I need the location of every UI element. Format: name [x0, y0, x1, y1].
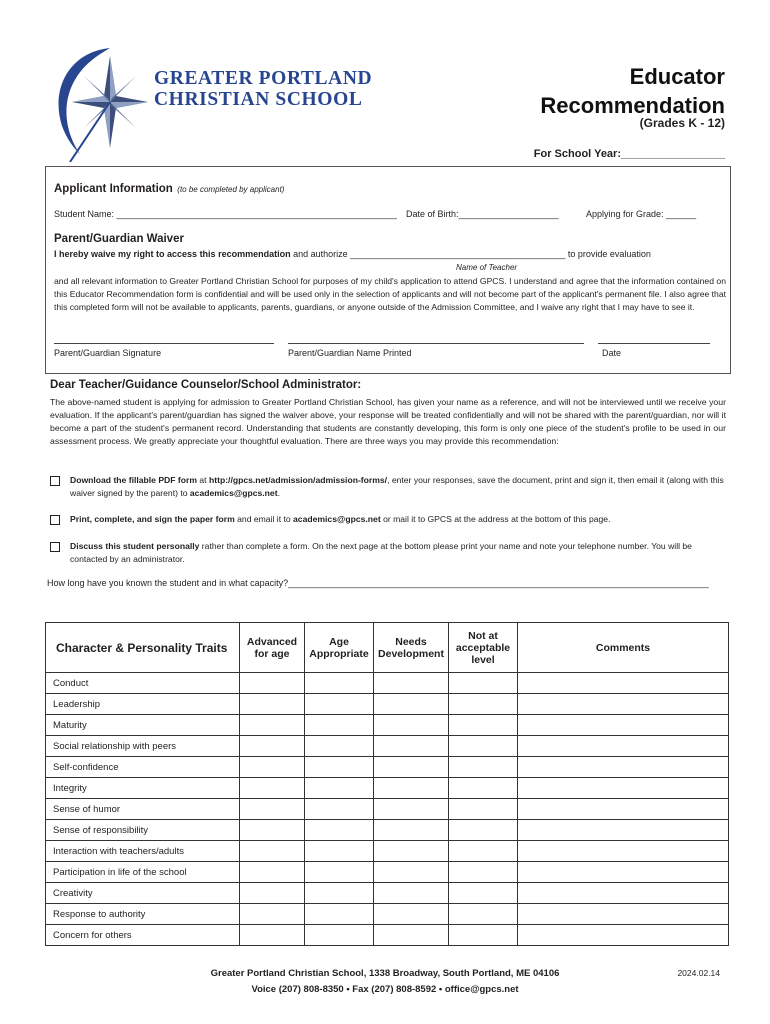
dob-field[interactable]: Date of Birth:____________________ — [406, 209, 559, 219]
option-2-text — [70, 513, 724, 526]
salutation: Dear Teacher/Guidance Counselor/School Administrator: — [50, 379, 362, 391]
rating-cell[interactable] — [240, 904, 305, 925]
rating-cell[interactable] — [305, 904, 374, 925]
comment-cell[interactable] — [518, 757, 729, 778]
academics-email-link-2[interactable]: academics@gpcs.net — [293, 514, 381, 524]
rating-cell[interactable] — [305, 694, 374, 715]
table-row — [46, 757, 729, 778]
rating-cell[interactable] — [374, 799, 449, 820]
date-line[interactable] — [598, 343, 710, 344]
rating-cell[interactable] — [449, 925, 518, 946]
rating-cell[interactable] — [240, 673, 305, 694]
rating-cell[interactable] — [240, 925, 305, 946]
comment-cell[interactable] — [518, 715, 729, 736]
option-3-t1: rather than complete a form. On the next page at the bottom please print your name and note your telephone number. You will be contacted by an administrator. — [70, 541, 692, 564]
download-link[interactable]: http://gpcs.net/admission/admission-forms/ — [208, 475, 388, 485]
name-printed-label: Parent/Guardian Name Printed — [288, 348, 412, 358]
rating-cell[interactable] — [240, 883, 305, 904]
rating-cell[interactable] — [449, 862, 518, 883]
waiver-authorize-rest: and authorize ___________________________________________ to provide evaluation — [290, 249, 651, 259]
waiver-heading: Parent/Guardian Waiver — [54, 233, 184, 245]
comment-cell[interactable] — [518, 883, 729, 904]
option-1-checkbox[interactable] — [50, 476, 60, 486]
rating-cell[interactable] — [374, 757, 449, 778]
trait-label: Response to authority — [46, 904, 240, 925]
waiver-bold-text: I hereby waive my right to access this recommendation — [54, 249, 291, 259]
rating-cell[interactable] — [449, 820, 518, 841]
rating-cell[interactable] — [240, 736, 305, 757]
option-2-t2: or mail it to GPCS at the address at the bottom of this page. — [380, 514, 611, 524]
signature-label: Parent/Guardian Signature — [54, 348, 162, 358]
comment-cell[interactable] — [518, 820, 729, 841]
comment-cell[interactable] — [518, 736, 729, 757]
school-year-field[interactable]: For School Year:_________________ — [533, 148, 725, 160]
rating-cell[interactable] — [240, 694, 305, 715]
waiver-body: and all relevant information to Greater Portland Christian School for purposes of my child's application to attend GPCS. I understand and agree that the information contained on this Educator Recommendation form is confidential and will be used only in the selection of applicants and will not become part of the applicant's permanent file. I also agree that this completed form will not be available to applicants, parents, guardians, or anyone outside of the Admission Committee, and I waive any right that I may have to see it. — [54, 276, 726, 312]
trait-label: Leadership — [46, 694, 240, 715]
footer-contact: Voice (207) 808-8350 • Fax (207) 808-8592 • office@gpcs.net — [251, 984, 519, 995]
rating-cell[interactable] — [240, 715, 305, 736]
rating-cell[interactable] — [240, 799, 305, 820]
table-row — [46, 694, 729, 715]
comment-cell[interactable] — [518, 862, 729, 883]
trait-label: Maturity — [46, 715, 240, 736]
option-3-checkbox[interactable] — [50, 542, 60, 552]
rating-cell[interactable] — [305, 820, 374, 841]
rating-cell[interactable] — [240, 820, 305, 841]
rating-cell[interactable] — [449, 778, 518, 799]
rating-cell[interactable] — [449, 757, 518, 778]
trait-label: Sense of humor — [46, 799, 240, 820]
table-row — [46, 736, 729, 757]
table-row — [46, 904, 729, 925]
header-age-appropriate: Age Appropriate — [305, 623, 374, 673]
trait-label: Creativity — [46, 883, 240, 904]
comment-cell[interactable] — [518, 694, 729, 715]
table-row — [46, 841, 729, 862]
rating-cell[interactable] — [374, 925, 449, 946]
option-3-bold: Discuss this student personally — [70, 541, 200, 551]
table-row — [46, 673, 729, 694]
option-1-text — [70, 474, 724, 500]
rating-cell[interactable] — [374, 820, 449, 841]
comment-cell[interactable] — [518, 925, 729, 946]
rating-cell[interactable] — [240, 841, 305, 862]
header-not-acceptable: Not at acceptable level — [449, 623, 518, 673]
rating-cell[interactable] — [374, 715, 449, 736]
comment-cell[interactable] — [518, 904, 729, 925]
trait-label: Concern for others — [46, 925, 240, 946]
table-header-row — [46, 623, 729, 673]
footer-address: Greater Portland Christian School, 1338 Broadway, South Portland, ME 04106 — [210, 968, 560, 979]
rating-cell[interactable] — [240, 862, 305, 883]
table-row — [46, 925, 729, 946]
option-1-bold: Download the fillable PDF form — [70, 475, 198, 485]
header-needs-development: Needs Development — [374, 623, 449, 673]
applicant-heading: Applicant Information — [54, 183, 173, 195]
traits-table — [45, 622, 729, 946]
trait-label: Sense of responsibility — [46, 820, 240, 841]
option-3-text — [70, 540, 724, 566]
compass-star-logo — [40, 38, 150, 162]
trait-label: Social relationship with peers — [46, 736, 240, 757]
rating-cell[interactable] — [305, 883, 374, 904]
rating-cell[interactable] — [449, 841, 518, 862]
comment-cell[interactable] — [518, 778, 729, 799]
rating-cell[interactable] — [305, 715, 374, 736]
applicant-note: (to be completed by applicant) — [177, 185, 285, 194]
waiver-authorize-line[interactable] — [54, 249, 726, 259]
comment-cell[interactable] — [518, 673, 729, 694]
applicant-waiver-box — [45, 166, 731, 374]
header-comments: Comments — [518, 623, 729, 673]
rating-cell[interactable] — [305, 778, 374, 799]
rating-cell[interactable] — [449, 904, 518, 925]
rating-cell[interactable] — [449, 715, 518, 736]
comment-cell[interactable] — [518, 841, 729, 862]
header-advanced: Advanced for age — [240, 623, 305, 673]
footer — [0, 966, 770, 998]
option-2-bold: Print, complete, and sign the paper form — [70, 514, 235, 524]
table-row — [46, 883, 729, 904]
letter-body: The above-named student is applying for admission to Greater Portland Christian School, has given your name as a reference, and will not be interviewed until we receive your evaluation. If the applicant's parent/guardian has signed the waiver above, your response will be treated confidentially and will not be shared with the parent/guardian, nor will it become a part of the student's permanent record. Understanding that students are constantly developing, this form is only one piece of the student's profile to be used in our assessment process. We greatly appreciate your thoughtful evaluation. There are three ways you may provide this recommendation: — [50, 397, 726, 446]
name-printed-line[interactable] — [288, 343, 584, 344]
grade-field[interactable]: Applying for Grade: ______ — [586, 209, 697, 219]
rating-cell[interactable] — [305, 757, 374, 778]
table-row — [46, 778, 729, 799]
option-2-checkbox[interactable] — [50, 515, 60, 525]
rating-cell[interactable] — [374, 841, 449, 862]
comment-cell[interactable] — [518, 799, 729, 820]
date-label: Date — [602, 348, 622, 358]
rating-cell[interactable] — [305, 841, 374, 862]
logo-line-2: CHRISTIAN SCHOOL — [154, 89, 363, 110]
rating-cell[interactable] — [240, 757, 305, 778]
rating-cell[interactable] — [305, 925, 374, 946]
form-title — [540, 62, 725, 120]
name-of-teacher-caption: Name of Teacher — [456, 263, 518, 272]
rating-cell[interactable] — [449, 799, 518, 820]
signature-line[interactable] — [54, 343, 274, 344]
trait-label: Integrity — [46, 778, 240, 799]
trait-label: Self-confidence — [46, 757, 240, 778]
rating-cell[interactable] — [305, 799, 374, 820]
table-row — [46, 820, 729, 841]
option-2-t1: and email it to — [234, 514, 294, 524]
rating-cell[interactable] — [374, 736, 449, 757]
rating-cell[interactable] — [374, 883, 449, 904]
option-1-t2: , enter your responses, save the document, print and sign it, then email it (along with this waiver signed by the parent) to — [70, 475, 724, 498]
school-logo-name — [154, 68, 372, 110]
rating-cell[interactable] — [449, 673, 518, 694]
title-line-2: Recommendation — [540, 93, 725, 118]
rating-cell[interactable] — [374, 778, 449, 799]
option-1-t3: . — [277, 488, 280, 498]
rating-cell[interactable] — [374, 694, 449, 715]
rating-cell[interactable] — [374, 862, 449, 883]
trait-label: Participation in life of the school — [46, 862, 240, 883]
student-name-field[interactable]: Student Name: ________________________________________________________ — [54, 209, 397, 219]
rating-cell[interactable] — [449, 883, 518, 904]
trait-label: Conduct — [46, 673, 240, 694]
academics-email-link[interactable]: academics@gpcs.net — [189, 488, 278, 498]
logo-line-1: GREATER PORTLAND — [154, 68, 373, 89]
rating-cell[interactable] — [305, 862, 374, 883]
rating-cell[interactable] — [240, 778, 305, 799]
how-long-field[interactable]: How long have you known the student and in what capacity?____________________________________________________________________________________ — [47, 578, 709, 588]
table-row — [46, 799, 729, 820]
date-code: 2024.02.14 — [677, 968, 720, 978]
rating-cell[interactable] — [374, 673, 449, 694]
option-1-t1: at — [197, 475, 209, 485]
header-traits: Character & Personality Traits — [46, 623, 240, 673]
title-line-1: Educator — [629, 64, 725, 89]
rating-cell[interactable] — [449, 736, 518, 757]
grades-label: (Grades K - 12) — [639, 116, 725, 130]
table-row — [46, 862, 729, 883]
rating-cell[interactable] — [374, 904, 449, 925]
rating-cell[interactable] — [305, 673, 374, 694]
table-row — [46, 715, 729, 736]
rating-cell[interactable] — [305, 736, 374, 757]
rating-cell[interactable] — [449, 694, 518, 715]
trait-label: Interaction with teachers/adults — [46, 841, 240, 862]
